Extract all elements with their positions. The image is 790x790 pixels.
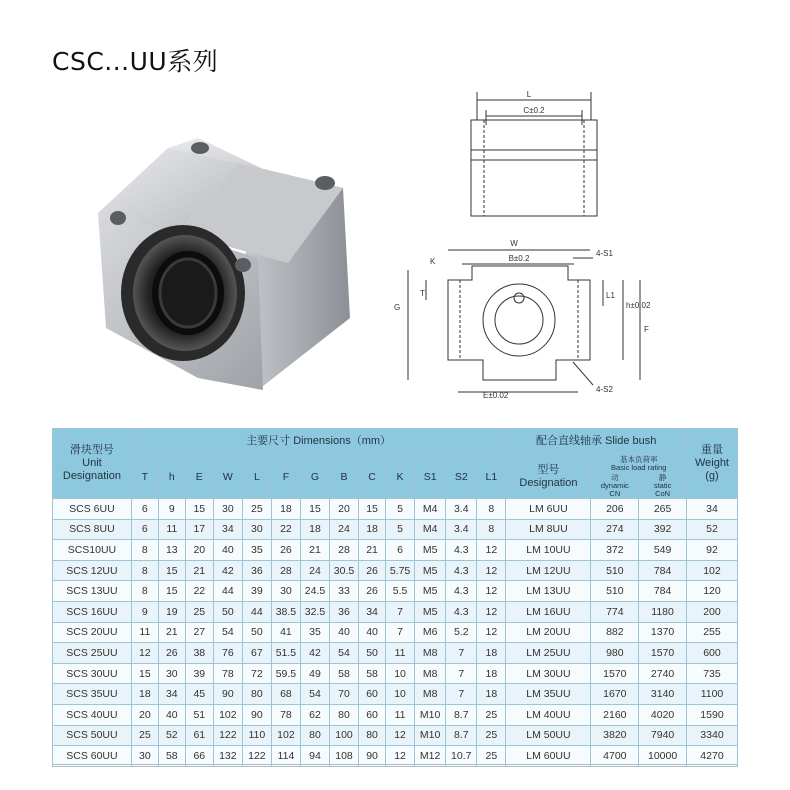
- label-L1: L1: [606, 291, 615, 300]
- table-cell: 265: [639, 499, 687, 520]
- table-cell: 22: [185, 581, 213, 602]
- table-row: [53, 725, 738, 746]
- table-cell: M8: [415, 663, 446, 684]
- table-cell: M10: [415, 704, 446, 725]
- table-cell: 30: [131, 746, 158, 767]
- table-cell: 392: [639, 519, 687, 540]
- table-cell: 21: [185, 560, 213, 581]
- table-cell: 4.3: [446, 581, 477, 602]
- unit-designation-cell: SCS 16UU: [53, 601, 132, 622]
- table-cell: M12: [415, 746, 446, 767]
- table-cell: 25: [477, 746, 506, 767]
- label-h: h±0.02: [626, 301, 651, 310]
- header-C: C: [359, 455, 386, 499]
- bush-designation-cell: LM 20UU: [506, 622, 591, 643]
- label-L: L: [526, 90, 532, 99]
- table-cell: M5: [415, 601, 446, 622]
- table-cell: 18: [477, 643, 506, 664]
- table-cell: 1100: [686, 684, 737, 705]
- table-cell: 10: [386, 684, 415, 705]
- table-cell: 68: [271, 684, 300, 705]
- table-cell: 4.3: [446, 540, 477, 561]
- table-cell: 132: [213, 746, 242, 767]
- bush-designation-cell: LM 13UU: [506, 581, 591, 602]
- table-row: [53, 601, 738, 622]
- header-B: B: [330, 455, 359, 499]
- table-cell: 30: [242, 519, 271, 540]
- table-cell: M10: [415, 725, 446, 746]
- bush-designation-cell: LM 25UU: [506, 643, 591, 664]
- label-B: B±0.2: [508, 254, 530, 263]
- table-cell: 42: [300, 643, 329, 664]
- table-cell: 30: [213, 499, 242, 520]
- table-cell: 41: [271, 622, 300, 643]
- table-cell: 8: [477, 499, 506, 520]
- table-cell: 8: [477, 519, 506, 540]
- label-F: F: [644, 325, 649, 334]
- table-cell: 76: [213, 643, 242, 664]
- table-cell: 12: [477, 540, 506, 561]
- header-G: G: [300, 455, 329, 499]
- table-cell: 110: [242, 725, 271, 746]
- table-cell: 20: [131, 704, 158, 725]
- table-cell: 26: [359, 581, 386, 602]
- table-cell: 45: [185, 684, 213, 705]
- table-cell: 122: [242, 746, 271, 767]
- table-cell: 30.5: [330, 560, 359, 581]
- table-cell: 8.7: [446, 725, 477, 746]
- table-cell: 206: [591, 499, 639, 520]
- table-cell: 33: [330, 581, 359, 602]
- table-cell: 372: [591, 540, 639, 561]
- header-S1: S1: [415, 455, 446, 499]
- table-row: [53, 704, 738, 725]
- table-cell: 80: [330, 704, 359, 725]
- table-cell: 52: [686, 519, 737, 540]
- table-cell: 15: [158, 581, 185, 602]
- table-cell: 4.3: [446, 560, 477, 581]
- header-W: W: [213, 455, 242, 499]
- table-cell: 42: [213, 560, 242, 581]
- unit-designation-cell: SCS 13UU: [53, 581, 132, 602]
- table-cell: 102: [271, 725, 300, 746]
- table-cell: 8: [131, 581, 158, 602]
- bush-designation-cell: LM 12UU: [506, 560, 591, 581]
- table-cell: 44: [213, 581, 242, 602]
- header-F: F: [271, 455, 300, 499]
- table-cell: 58: [330, 663, 359, 684]
- table-cell: 70: [330, 684, 359, 705]
- table-cell: 3820: [591, 725, 639, 746]
- bush-designation-cell: LM 16UU: [506, 601, 591, 622]
- table-cell: 114: [271, 746, 300, 767]
- table-cell: 3.4: [446, 499, 477, 520]
- table-cell: 9: [131, 601, 158, 622]
- table-cell: 40: [359, 622, 386, 643]
- table-cell: 49: [300, 663, 329, 684]
- header-K: K: [386, 455, 415, 499]
- table-row: [53, 540, 738, 561]
- dimension-drawing: [378, 80, 678, 400]
- table-cell: 12: [386, 746, 415, 767]
- table-cell: 59.5: [271, 663, 300, 684]
- table-cell: 39: [185, 663, 213, 684]
- table-cell: 8: [131, 540, 158, 561]
- bush-designation-cell: LM 35UU: [506, 684, 591, 705]
- table-cell: 38.5: [271, 601, 300, 622]
- table-row: [53, 560, 738, 581]
- table-row: [53, 622, 738, 643]
- bush-designation-cell: LM 8UU: [506, 519, 591, 540]
- table-cell: 11: [386, 704, 415, 725]
- table-cell: 3340: [686, 725, 737, 746]
- table-cell: 34: [686, 499, 737, 520]
- table-cell: 26: [359, 560, 386, 581]
- header-L1: L1: [477, 455, 506, 499]
- table-cell: 15: [300, 499, 329, 520]
- table-cell: 24: [300, 560, 329, 581]
- table-cell: 6: [131, 499, 158, 520]
- table-cell: 15: [359, 499, 386, 520]
- bush-designation-cell: LM 40UU: [506, 704, 591, 725]
- table-cell: 15: [158, 560, 185, 581]
- table-cell: 28: [271, 560, 300, 581]
- table-cell: 19: [158, 601, 185, 622]
- table-cell: 24: [330, 519, 359, 540]
- table-cell: 274: [591, 519, 639, 540]
- label-C: C±0.2: [523, 106, 545, 115]
- table-cell: 255: [686, 622, 737, 643]
- table-cell: 12: [477, 581, 506, 602]
- header-static: 静 static CoN: [653, 473, 672, 498]
- table-cell: 11: [158, 519, 185, 540]
- table-cell: 10000: [639, 746, 687, 767]
- table-cell: 5.75: [386, 560, 415, 581]
- table-row: [53, 499, 738, 520]
- table-cell: 25: [185, 601, 213, 622]
- table-cell: 18: [359, 519, 386, 540]
- table-cell: 38: [185, 643, 213, 664]
- table-cell: 1590: [686, 704, 737, 725]
- table-cell: 58: [359, 663, 386, 684]
- bush-designation-cell: LM 10UU: [506, 540, 591, 561]
- table-cell: 54: [330, 643, 359, 664]
- table-cell: 7: [446, 643, 477, 664]
- table-cell: 510: [591, 560, 639, 581]
- table-cell: 51: [185, 704, 213, 725]
- table-cell: 60: [359, 684, 386, 705]
- table-cell: 36: [330, 601, 359, 622]
- table-cell: 28: [330, 540, 359, 561]
- table-cell: 26: [158, 643, 185, 664]
- table-cell: 549: [639, 540, 687, 561]
- table-cell: 3140: [639, 684, 687, 705]
- table-cell: 2740: [639, 663, 687, 684]
- table-cell: 5.2: [446, 622, 477, 643]
- table-cell: 30: [158, 663, 185, 684]
- bush-designation-cell: LM 60UU: [506, 746, 591, 767]
- table-cell: 108: [330, 746, 359, 767]
- table-cell: 62: [300, 704, 329, 725]
- table-cell: 102: [213, 704, 242, 725]
- table-cell: 92: [686, 540, 737, 561]
- table-cell: 35: [242, 540, 271, 561]
- table-cell: 18: [477, 663, 506, 684]
- table-cell: 12: [477, 560, 506, 581]
- table-cell: 25: [477, 704, 506, 725]
- table-cell: 3.4: [446, 519, 477, 540]
- table-cell: 80: [359, 725, 386, 746]
- page-title: CSC...UU系列: [52, 47, 219, 76]
- table-cell: 21: [300, 540, 329, 561]
- table-row: [53, 519, 738, 540]
- table-cell: 11: [131, 622, 158, 643]
- table-cell: 60: [359, 704, 386, 725]
- table-cell: 6: [386, 540, 415, 561]
- table-cell: 54: [213, 622, 242, 643]
- table-cell: 34: [158, 684, 185, 705]
- header-load-rating: 基本负荷率 Basic load rating: [591, 455, 686, 474]
- bush-designation-cell: LM 6UU: [506, 499, 591, 520]
- table-row: [53, 643, 738, 664]
- table-cell: 58: [158, 746, 185, 767]
- unit-designation-cell: SCS 35UU: [53, 684, 132, 705]
- unit-designation-cell: SCS10UU: [53, 540, 132, 561]
- table-cell: 18: [477, 684, 506, 705]
- table-cell: 22: [271, 519, 300, 540]
- table-cell: 13: [158, 540, 185, 561]
- table-cell: 25: [477, 725, 506, 746]
- table-cell: M8: [415, 684, 446, 705]
- header-slide-bush: 配合直线轴承 Slide bush: [506, 429, 687, 455]
- table-cell: 8: [131, 560, 158, 581]
- label-S1: 4-S1: [596, 249, 613, 258]
- table-cell: M6: [415, 622, 446, 643]
- table-cell: 2160: [591, 704, 639, 725]
- table-cell: 35: [300, 622, 329, 643]
- table-cell: 12: [386, 725, 415, 746]
- table-cell: 50: [242, 622, 271, 643]
- table-cell: 5.5: [386, 581, 415, 602]
- table-cell: 18: [271, 499, 300, 520]
- table-cell: 7940: [639, 725, 687, 746]
- table-cell: 1570: [639, 643, 687, 664]
- header-S2: S2: [446, 455, 477, 499]
- table-cell: 510: [591, 581, 639, 602]
- table-cell: 7: [446, 663, 477, 684]
- table-cell: 200: [686, 601, 737, 622]
- table-cell: 15: [131, 663, 158, 684]
- table-cell: M5: [415, 540, 446, 561]
- table-cell: 78: [213, 663, 242, 684]
- table-row: [53, 663, 738, 684]
- table-cell: 12: [477, 622, 506, 643]
- unit-designation-cell: SCS 30UU: [53, 663, 132, 684]
- unit-designation-cell: SCS 50UU: [53, 725, 132, 746]
- table-cell: 24.5: [300, 581, 329, 602]
- table-cell: 44: [242, 601, 271, 622]
- table-cell: 72: [242, 663, 271, 684]
- table-cell: 1570: [591, 663, 639, 684]
- table-cell: 7: [386, 601, 415, 622]
- table-cell: 1370: [639, 622, 687, 643]
- table-cell: 50: [359, 643, 386, 664]
- table-cell: 1670: [591, 684, 639, 705]
- table-cell: 15: [185, 499, 213, 520]
- table-cell: 78: [271, 704, 300, 725]
- table-cell: 4020: [639, 704, 687, 725]
- table-cell: 8.7: [446, 704, 477, 725]
- table-cell: 27: [185, 622, 213, 643]
- table-cell: 40: [330, 622, 359, 643]
- header-designation: 型号 Designation: [506, 455, 591, 499]
- unit-designation-cell: SCS 25UU: [53, 643, 132, 664]
- table-cell: 102: [686, 560, 737, 581]
- table-cell: 10: [386, 663, 415, 684]
- table-cell: 90: [213, 684, 242, 705]
- header-T: T: [131, 455, 158, 499]
- table-cell: 100: [330, 725, 359, 746]
- table-cell: 9: [158, 499, 185, 520]
- label-K: K: [430, 257, 436, 266]
- table-cell: 4700: [591, 746, 639, 767]
- table-cell: 52: [158, 725, 185, 746]
- header-dimensions: 主要尺寸 Dimensions（mm）: [131, 429, 506, 455]
- table-cell: 80: [242, 684, 271, 705]
- table-cell: 32.5: [300, 601, 329, 622]
- header-dynamic: 动 dynamic CN: [591, 474, 639, 498]
- table-cell: 784: [639, 560, 687, 581]
- table-cell: 12: [477, 601, 506, 622]
- label-E: E±0.02: [483, 391, 509, 400]
- table-row: [53, 581, 738, 602]
- table-cell: 80: [300, 725, 329, 746]
- table-cell: M4: [415, 499, 446, 520]
- label-W: W: [510, 239, 518, 248]
- table-cell: 26: [271, 540, 300, 561]
- table-cell: 774: [591, 601, 639, 622]
- table-cell: 34: [359, 601, 386, 622]
- table-cell: 54: [300, 684, 329, 705]
- table-cell: 882: [591, 622, 639, 643]
- table-cell: 51.5: [271, 643, 300, 664]
- table-cell: 6: [131, 519, 158, 540]
- table-cell: 18: [300, 519, 329, 540]
- bush-designation-cell: LM 50UU: [506, 725, 591, 746]
- linear-bearing-block-photo: [88, 128, 358, 398]
- table-cell: 66: [185, 746, 213, 767]
- table-cell: M4: [415, 519, 446, 540]
- table-cell: 735: [686, 663, 737, 684]
- table-cell: 18: [131, 684, 158, 705]
- table-cell: 94: [300, 746, 329, 767]
- table-cell: 10.7: [446, 746, 477, 767]
- table-cell: 7: [446, 684, 477, 705]
- table-cell: 11: [386, 643, 415, 664]
- table-cell: 40: [213, 540, 242, 561]
- table-cell: 12: [131, 643, 158, 664]
- unit-designation-cell: SCS 12UU: [53, 560, 132, 581]
- table-cell: 4.3: [446, 601, 477, 622]
- specification-table: [52, 428, 738, 767]
- table-cell: 25: [131, 725, 158, 746]
- table-cell: M5: [415, 560, 446, 581]
- table-row: [53, 684, 738, 705]
- unit-designation-cell: SCS 8UU: [53, 519, 132, 540]
- bush-designation-cell: LM 30UU: [506, 663, 591, 684]
- table-cell: 7: [386, 622, 415, 643]
- table-cell: 61: [185, 725, 213, 746]
- table-cell: 36: [242, 560, 271, 581]
- table-cell: 20: [330, 499, 359, 520]
- table-cell: 67: [242, 643, 271, 664]
- table-cell: 39: [242, 581, 271, 602]
- table-cell: 4270: [686, 746, 737, 767]
- header-weight: 重量 Weight (g): [686, 429, 737, 499]
- table-cell: 5: [386, 519, 415, 540]
- table-cell: 980: [591, 643, 639, 664]
- divider: [52, 764, 738, 765]
- table-cell: 30: [271, 581, 300, 602]
- table-cell: 20: [185, 540, 213, 561]
- header-E: E: [185, 455, 213, 499]
- table-cell: 120: [686, 581, 737, 602]
- table-cell: 600: [686, 643, 737, 664]
- table-cell: 1180: [639, 601, 687, 622]
- unit-designation-cell: SCS 40UU: [53, 704, 132, 725]
- table-cell: 122: [213, 725, 242, 746]
- table-cell: 21: [158, 622, 185, 643]
- label-T: T: [420, 289, 425, 298]
- header-unit-designation: 滑块型号 Unit Designation: [53, 429, 132, 499]
- header-h: h: [158, 455, 185, 499]
- label-G: G: [394, 303, 401, 312]
- table-cell: 90: [359, 746, 386, 767]
- unit-designation-cell: SCS 6UU: [53, 499, 132, 520]
- table-cell: 40: [158, 704, 185, 725]
- table-cell: 21: [359, 540, 386, 561]
- table-cell: M8: [415, 643, 446, 664]
- table-cell: 25: [242, 499, 271, 520]
- table-cell: 17: [185, 519, 213, 540]
- table-cell: 34: [213, 519, 242, 540]
- unit-designation-cell: SCS 20UU: [53, 622, 132, 643]
- header-L: L: [242, 455, 271, 499]
- table-cell: 5: [386, 499, 415, 520]
- table-cell: 90: [242, 704, 271, 725]
- unit-designation-cell: SCS 60UU: [53, 746, 132, 767]
- table-cell: M5: [415, 581, 446, 602]
- table-cell: 784: [639, 581, 687, 602]
- label-S2: 4-S2: [596, 385, 613, 394]
- table-cell: 50: [213, 601, 242, 622]
